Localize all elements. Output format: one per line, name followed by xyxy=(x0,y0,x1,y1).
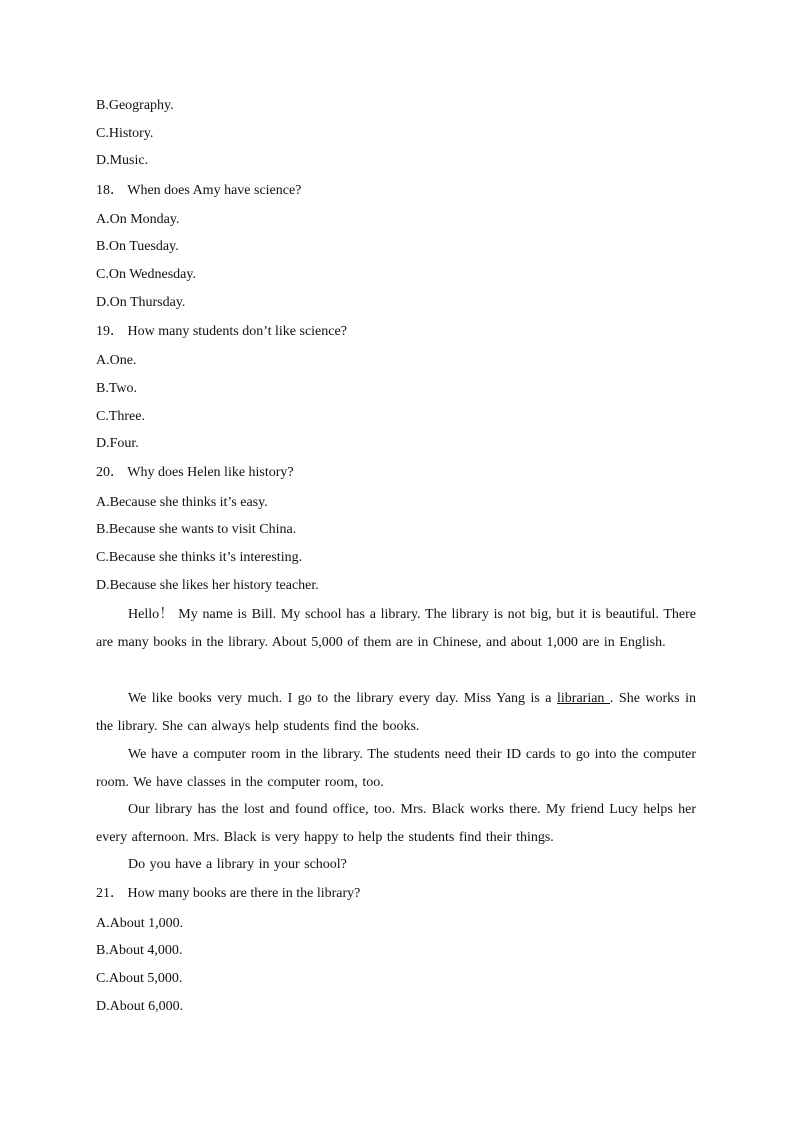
q21-option-c: C.About 5,000. xyxy=(96,971,183,986)
q19-option-c: C.Three. xyxy=(96,409,145,424)
q18-option-a: A.On Monday. xyxy=(96,212,180,227)
q20-option-c: C.Because she thinks it’s interesting. xyxy=(96,550,303,565)
q18-question: 18． When does Amy have science? xyxy=(96,183,302,198)
q21-option-d: D.About 6,000. xyxy=(96,999,184,1014)
q18-option-c: C.On Wednesday. xyxy=(96,267,196,282)
q21-question: 21． How many books are there in the library? xyxy=(96,886,361,901)
vocabulary-underlined-word: librarian xyxy=(557,691,610,706)
q19-option-a: A.One. xyxy=(96,353,137,368)
q20-question: 20． Why does Helen like history? xyxy=(96,465,294,480)
passage-paragraph-2 xyxy=(96,685,696,741)
passage-paragraph-4: Our library has the lost and found office, too. Mrs. Black works there. My friend Lucy helps her every afternoon. Mrs. Black is very happy to help the students find their things. xyxy=(96,802,696,845)
q20-option-d: D.Because she likes her history teacher. xyxy=(96,578,319,593)
q21-option-b: B.About 4,000. xyxy=(96,943,183,958)
q20-option-b: B.Because she wants to visit China. xyxy=(96,522,297,537)
q17-option-c: C.History. xyxy=(96,126,154,141)
q20-option-a: A.Because she thinks it’s easy. xyxy=(96,495,268,510)
q19-option-d: D.Four. xyxy=(96,436,139,451)
passage-paragraph-3: We have a computer room in the library. The students need their ID cards to go into the computer room. We have classes in the computer room, too. xyxy=(96,747,696,790)
q18-option-d: D.On Thursday. xyxy=(96,295,186,310)
q21-option-a: A.About 1,000. xyxy=(96,916,184,931)
q17-option-d: D.Music. xyxy=(96,153,149,168)
passage-p2-after: . She works in the library. She can always help students find the books. xyxy=(96,691,696,734)
passage-p2-before: We like books very much. I go to the library every day. Miss Yang is a xyxy=(128,691,558,706)
passage-paragraph-5: Do you have a library in your school? xyxy=(128,857,347,872)
q18-option-b: B.On Tuesday. xyxy=(96,239,179,254)
q19-option-b: B.Two. xyxy=(96,381,138,396)
q17-option-b: B.Geography. xyxy=(96,98,174,113)
passage-paragraph-1: Hello！ My name is Bill. My school has a library. The library is not big, but it is beautiful. There are many books in the library. About 5,000 of them are in Chinese, and about 1,000 are in English. xyxy=(96,607,696,650)
q19-question: 19． How many students don’t like science? xyxy=(96,324,347,339)
